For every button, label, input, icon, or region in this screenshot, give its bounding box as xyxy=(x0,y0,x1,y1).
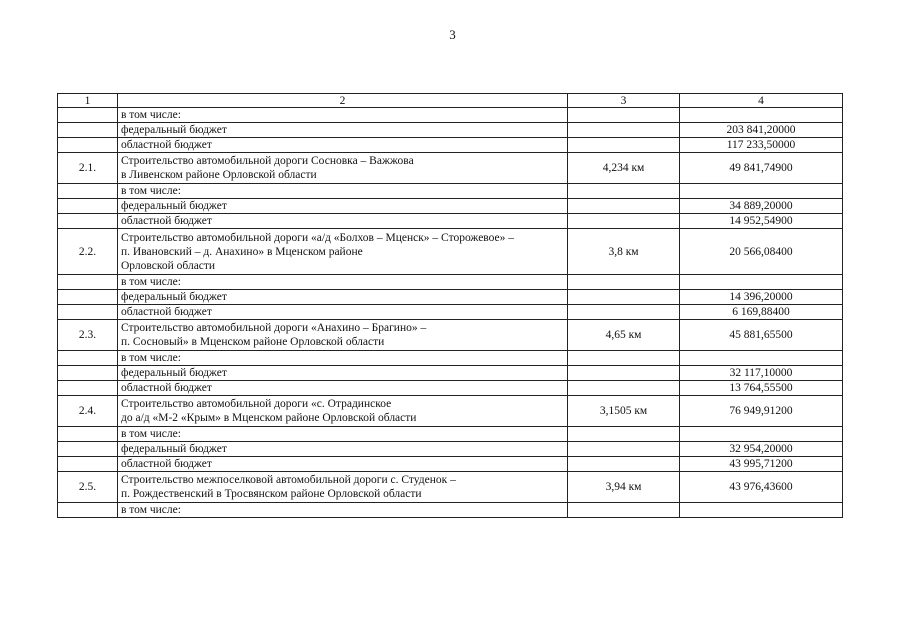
item-number-cell xyxy=(58,199,118,214)
length-cell xyxy=(568,199,680,214)
amount-cell xyxy=(680,351,843,366)
project-row xyxy=(58,472,843,503)
budget-row xyxy=(58,366,843,381)
amount-cell xyxy=(680,108,843,123)
description-line: Орловской области xyxy=(121,259,216,272)
description-line: федеральный бюджет xyxy=(121,124,227,136)
description-line: в том числе: xyxy=(121,185,181,197)
description-line: Строительство автомобильной дороги «с. Отрадинское xyxy=(121,398,392,410)
description-cell xyxy=(118,320,568,351)
item-number-cell: 2.1. xyxy=(58,153,118,184)
budget-row xyxy=(58,503,843,518)
budget-row xyxy=(58,442,843,457)
description-cell xyxy=(118,472,568,503)
description-line: областной бюджет xyxy=(121,215,212,227)
description-cell xyxy=(118,396,568,427)
length-cell xyxy=(568,275,680,290)
description-cell xyxy=(118,138,568,153)
amount-cell: 203 841,20000 xyxy=(680,123,843,138)
length-cell xyxy=(568,381,680,396)
amount-cell: 117 233,50000 xyxy=(680,138,843,153)
amount-cell: 14 396,20000 xyxy=(680,290,843,305)
budget-row xyxy=(58,214,843,229)
description-line: в том числе: xyxy=(121,109,181,121)
amount-cell: 20 566,08400 xyxy=(680,229,843,275)
item-number-cell xyxy=(58,366,118,381)
budget-row xyxy=(58,184,843,199)
length-cell xyxy=(568,138,680,153)
item-number-cell xyxy=(58,305,118,320)
amount-cell xyxy=(680,427,843,442)
description-line: областной бюджет xyxy=(121,458,212,470)
description-cell xyxy=(118,199,568,214)
length-cell: 4,234 км xyxy=(568,153,680,184)
length-cell: 3,94 км xyxy=(568,472,680,503)
description-cell xyxy=(118,381,568,396)
length-cell xyxy=(568,427,680,442)
length-cell xyxy=(568,503,680,518)
description-cell xyxy=(118,457,568,472)
description-line: федеральный бюджет xyxy=(121,200,227,212)
amount-cell: 76 949,91200 xyxy=(680,396,843,427)
budget-row xyxy=(58,108,843,123)
item-number-cell xyxy=(58,442,118,457)
project-row xyxy=(58,396,843,427)
description-line: в том числе: xyxy=(121,504,181,516)
item-number-cell xyxy=(58,503,118,518)
description-line: Строительство автомобильной дороги «а/д «Болхов – Мценск» – Сторожевое» – xyxy=(121,231,515,244)
description-cell xyxy=(118,351,568,366)
item-number-cell xyxy=(58,108,118,123)
description-cell xyxy=(118,229,568,275)
description-line: Строительство автомобильной дороги «Анахино – Брагино» – xyxy=(121,322,427,334)
header-col-3: 3 xyxy=(568,94,680,108)
table-header-row xyxy=(58,94,843,108)
item-number-cell xyxy=(58,214,118,229)
budget-row xyxy=(58,381,843,396)
header-col-4: 4 xyxy=(680,94,843,108)
item-number-cell xyxy=(58,290,118,305)
description-line: областной бюджет xyxy=(121,139,212,151)
project-row xyxy=(58,320,843,351)
item-number-cell xyxy=(58,184,118,199)
length-cell: 4,65 км xyxy=(568,320,680,351)
description-cell xyxy=(118,290,568,305)
budget-row xyxy=(58,199,843,214)
description-line: в том числе: xyxy=(121,276,181,288)
amount-cell: 13 764,55500 xyxy=(680,381,843,396)
item-number-cell: 2.3. xyxy=(58,320,118,351)
description-line: в том числе: xyxy=(121,352,181,364)
item-number-cell xyxy=(58,351,118,366)
length-cell xyxy=(568,123,680,138)
description-cell xyxy=(118,275,568,290)
description-line: Строительство межпоселковой автомобильной дороги с. Студенок – xyxy=(121,474,456,486)
description-line: федеральный бюджет xyxy=(121,291,227,303)
amount-cell: 49 841,74900 xyxy=(680,153,843,184)
item-number-cell: 2.5. xyxy=(58,472,118,503)
description-line: п. Рождественский в Тросвянском районе Орловской области xyxy=(121,488,422,500)
header-col-2: 2 xyxy=(118,94,568,108)
item-number-cell xyxy=(58,427,118,442)
amount-cell: 32 954,20000 xyxy=(680,442,843,457)
length-cell: 3,8 км xyxy=(568,229,680,275)
header-col-1: 1 xyxy=(58,94,118,108)
amount-cell: 34 889,20000 xyxy=(680,199,843,214)
budget-table xyxy=(57,93,843,518)
description-cell xyxy=(118,108,568,123)
length-cell xyxy=(568,184,680,199)
description-cell xyxy=(118,214,568,229)
amount-cell: 43 976,43600 xyxy=(680,472,843,503)
project-row xyxy=(58,229,843,275)
item-number-cell: 2.4. xyxy=(58,396,118,427)
length-cell: 3,1505 км xyxy=(568,396,680,427)
budget-row xyxy=(58,290,843,305)
description-cell xyxy=(118,184,568,199)
description-line: областной бюджет xyxy=(121,306,212,318)
budget-row xyxy=(58,123,843,138)
amount-cell xyxy=(680,503,843,518)
length-cell xyxy=(568,351,680,366)
length-cell xyxy=(568,366,680,381)
description-line: п. Сосновый» в Мценском районе Орловской области xyxy=(121,336,385,348)
description-line: до а/д «М-2 «Крым» в Мценском районе Орловской области xyxy=(121,412,417,424)
description-cell xyxy=(118,305,568,320)
amount-cell: 45 881,65500 xyxy=(680,320,843,351)
budget-row xyxy=(58,427,843,442)
description-cell xyxy=(118,442,568,457)
length-cell xyxy=(568,108,680,123)
description-line: федеральный бюджет xyxy=(121,367,227,379)
item-number-cell xyxy=(58,275,118,290)
length-cell xyxy=(568,442,680,457)
amount-cell xyxy=(680,184,843,199)
description-line: областной бюджет xyxy=(121,382,212,394)
description-cell xyxy=(118,153,568,184)
description-line: в том числе: xyxy=(121,428,181,440)
budget-row xyxy=(58,351,843,366)
item-number-cell xyxy=(58,381,118,396)
item-number-cell xyxy=(58,138,118,153)
budget-row xyxy=(58,305,843,320)
amount-cell: 32 117,10000 xyxy=(680,366,843,381)
page-number: 3 xyxy=(449,27,456,42)
budget-row xyxy=(58,138,843,153)
budget-row xyxy=(58,275,843,290)
item-number-cell: 2.2. xyxy=(58,229,118,275)
description-cell xyxy=(118,503,568,518)
amount-cell xyxy=(680,275,843,290)
amount-cell: 14 952,54900 xyxy=(680,214,843,229)
project-row xyxy=(58,153,843,184)
length-cell xyxy=(568,214,680,229)
budget-row xyxy=(58,457,843,472)
description-cell xyxy=(118,366,568,381)
length-cell xyxy=(568,305,680,320)
amount-cell: 43 995,71200 xyxy=(680,457,843,472)
description-line: федеральный бюджет xyxy=(121,443,227,455)
item-number-cell xyxy=(58,123,118,138)
length-cell xyxy=(568,290,680,305)
description-line: в Ливенском районе Орловской области xyxy=(121,169,317,181)
amount-cell: 6 169,88400 xyxy=(680,305,843,320)
description-line: Строительство автомобильной дороги Сосновка – Важжова xyxy=(121,155,414,167)
description-cell xyxy=(118,123,568,138)
length-cell xyxy=(568,457,680,472)
description-line: п. Ивановский – д. Анахино» в Мценском районе xyxy=(121,245,363,258)
item-number-cell xyxy=(58,457,118,472)
description-cell xyxy=(118,427,568,442)
